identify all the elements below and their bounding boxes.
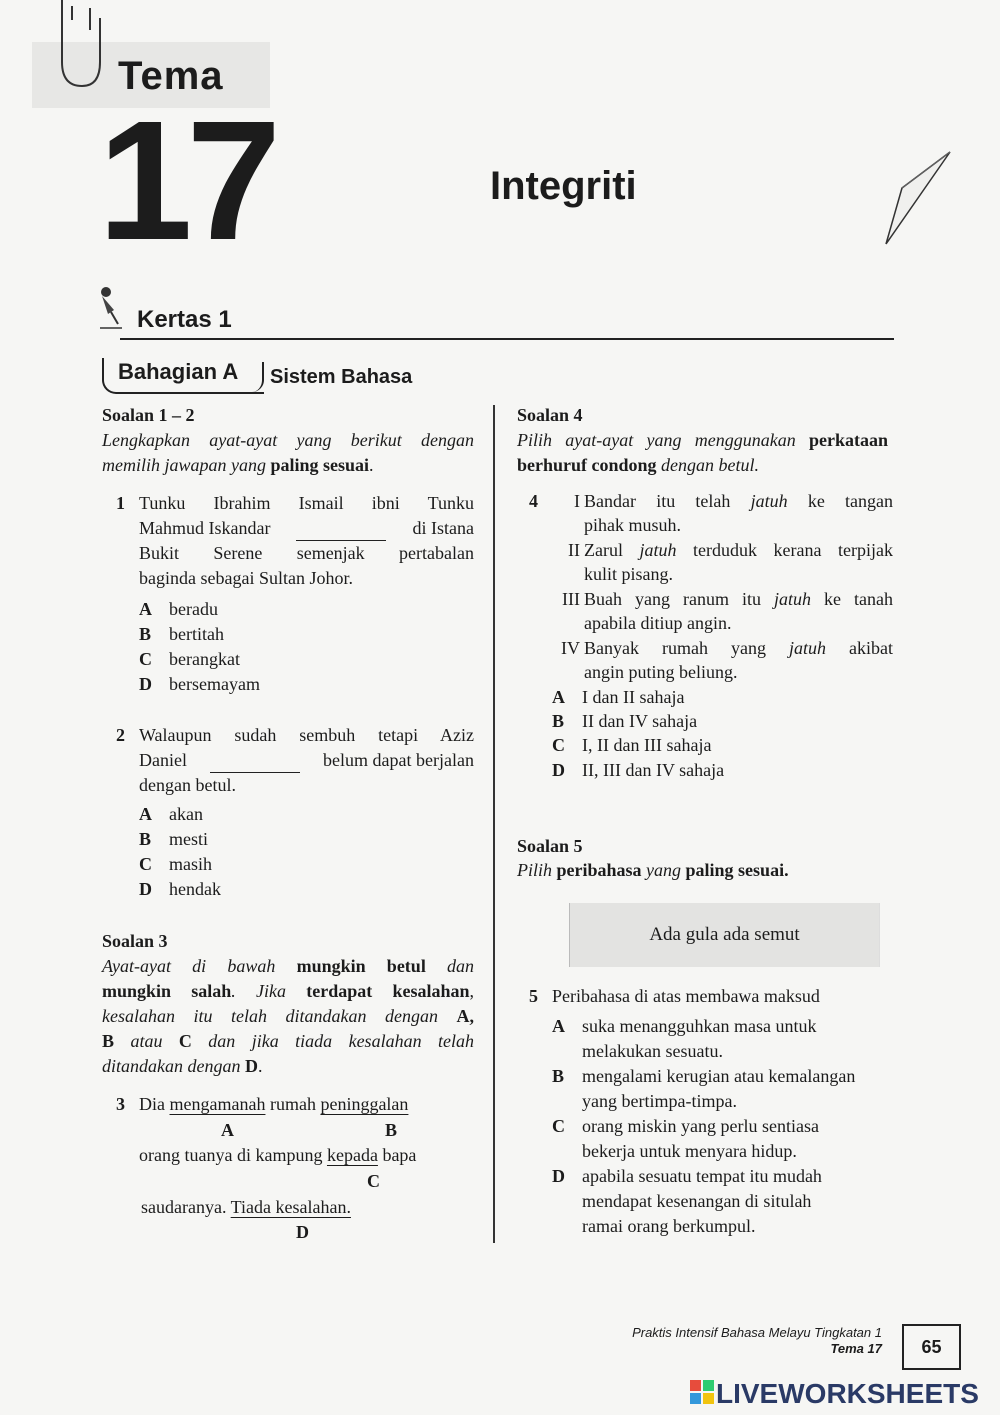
underlined-B[interactable]: peninggalan xyxy=(320,1094,409,1114)
soalan-3-heading: Soalan 3 xyxy=(102,931,168,951)
liveworksheets-watermark[interactable]: LIVEWORKSHEETS xyxy=(716,1378,979,1409)
option-1c[interactable]: C berangkat xyxy=(139,649,240,669)
question-2-number: 2 xyxy=(116,725,125,745)
option-5a[interactable]: A suka menangguhkan masa untuk melakukan sesuatu. xyxy=(552,1016,817,1061)
page-number: 65 xyxy=(902,1324,961,1370)
statement-II-roman: II xyxy=(568,540,580,560)
option-2c[interactable]: C masih xyxy=(139,854,212,874)
option-4b[interactable]: B II dan IV sahaja xyxy=(552,711,698,731)
question-2-line3: dengan betul. xyxy=(139,775,236,795)
marker-A: A xyxy=(221,1120,234,1140)
soalan-3-instruction-line3: kesalahan itu telah ditandakan dengan A, xyxy=(102,1006,474,1026)
option-5c[interactable]: C orang miskin yang perlu sentiasa bekerja untuk menyara hidup. xyxy=(552,1116,819,1161)
statement-III-line2: apabila ditiup angin. xyxy=(584,613,732,633)
soalan-1-2-instruction-line1: Lengkapkan ayat-ayat yang berikut dengan xyxy=(102,430,474,450)
liveworksheets-logo-icon xyxy=(690,1380,714,1406)
statement-II-line1: Zarul jatuh terduduk kerana terpijak xyxy=(584,540,893,560)
marker-C: C xyxy=(367,1171,380,1191)
option-2d[interactable]: D hendak xyxy=(139,879,221,899)
soalan-3-instruction-line2: mungkin salah. Jika terdapat kesalahan, xyxy=(102,981,474,1001)
underlined-A[interactable]: mengamanah xyxy=(169,1094,266,1114)
marker-D: D xyxy=(296,1222,309,1242)
tema-label: Tema xyxy=(118,54,224,98)
question-1-line2: Mahmud Iskandar di Istana xyxy=(139,516,474,541)
peribahasa-box xyxy=(569,903,880,967)
question-5-number: 5 xyxy=(529,986,538,1006)
soalan-1-2-instruction-line2: memilih jawapan yang paling sesuai. xyxy=(102,455,374,475)
answer-blank-2[interactable] xyxy=(210,748,300,773)
option-2b[interactable]: B mesti xyxy=(139,829,208,849)
statement-I-line1: Bandar itu telah jatuh ke tangan xyxy=(584,491,893,511)
bahagian-label: Bahagian A xyxy=(118,359,239,384)
soalan-3-instruction-line4: B atau C dan jika tiada kesalahan telah xyxy=(102,1031,474,1051)
answer-blank-1[interactable] xyxy=(296,516,386,541)
option-5d[interactable]: D apabila sesuatu tempat itu mudah mendapat kesenangan di situlah ramai orang berkumpul. xyxy=(552,1166,822,1236)
column-divider xyxy=(493,405,495,1243)
tema-number: 17 xyxy=(98,86,276,276)
option-1b[interactable]: B bertitah xyxy=(139,624,224,644)
footer-tema: Tema 17 xyxy=(830,1341,882,1356)
kertas-rule xyxy=(120,338,894,340)
soalan-3-instruction-line1: Ayat-ayat di bawah mungkin betul dan xyxy=(102,956,475,976)
soalan-1-2-heading: Soalan 1 – 2 xyxy=(102,405,195,425)
soalan-5-instruction: Pilih peribahasa yang paling sesuai. xyxy=(517,860,789,880)
marker-B: B xyxy=(385,1120,398,1140)
question-3-line1: Dia mengamanah rumah peninggalan xyxy=(139,1094,409,1114)
option-4d[interactable]: D II, III dan IV sahaja xyxy=(552,760,725,780)
underlined-D[interactable]: Tiada kesalahan. xyxy=(230,1197,351,1217)
page-curl-icon xyxy=(880,148,955,248)
question-3-number: 3 xyxy=(116,1094,125,1114)
kertas-heading: Kertas 1 xyxy=(137,306,232,333)
soalan-4-instruction-line2: berhuruf condong dengan betul. xyxy=(517,455,760,475)
soalan-4-instruction-line1: Pilih ayat-ayat yang menggunakan perkataan xyxy=(517,430,888,450)
question-2-line1: Walaupun sudah sembuh tetapi Aziz xyxy=(139,725,474,745)
question-3-line2: orang tuanya di kampung kepada bapa xyxy=(139,1145,417,1165)
statement-IV-line2: angin puting beliung. xyxy=(584,662,738,682)
page-title: Integriti xyxy=(490,164,637,208)
footer-book-title: Praktis Intensif Bahasa Melayu Tingkatan 1 xyxy=(632,1325,882,1340)
question-1-line3: Bukit Serene semenjak pertabalan xyxy=(139,543,474,563)
question-5-stem: Peribahasa di atas membawa maksud xyxy=(552,986,820,1006)
statement-I-roman: I xyxy=(574,491,580,511)
section-title: Sistem Bahasa xyxy=(270,366,413,388)
soalan-5-heading: Soalan 5 xyxy=(517,836,583,856)
question-2-line2: Daniel belum dapat berjalan xyxy=(139,748,474,773)
option-4c[interactable]: C I, II dan III sahaja xyxy=(552,735,712,755)
underlined-C[interactable]: kepada xyxy=(326,1145,378,1165)
question-3-line3: saudaranya. Tiada kesalahan. xyxy=(141,1197,351,1217)
option-2a[interactable]: A akan xyxy=(139,804,203,824)
statement-IV-roman: IV xyxy=(561,638,580,658)
option-4a[interactable]: A I dan II sahaja xyxy=(552,687,685,707)
pushpin-icon xyxy=(96,284,126,334)
question-4-number: 4 xyxy=(529,491,538,511)
question-1-number: 1 xyxy=(116,493,125,513)
statement-II-line2: kulit pisang. xyxy=(584,564,673,584)
statement-I-line2: pihak musuh. xyxy=(584,515,681,535)
paperclip-icon xyxy=(48,0,108,95)
option-1a[interactable]: A beradu xyxy=(139,599,218,619)
soalan-4-heading: Soalan 4 xyxy=(517,405,583,425)
option-5b[interactable]: B mengalami kerugian atau kemalangan yang bertimpa-timpa. xyxy=(552,1066,856,1111)
statement-III-line1: Buah yang ranum itu jatuh ke tanah xyxy=(584,589,893,609)
footer-book-info xyxy=(632,1325,882,1357)
peribahasa-text: Ada gula ada semut xyxy=(649,924,800,945)
statement-IV-line1: Banyak rumah yang jatuh akibat xyxy=(584,638,893,658)
statement-III-roman: III xyxy=(562,589,580,609)
question-1-line1: Tunku Ibrahim Ismail ibni Tunku xyxy=(139,493,474,513)
question-1-line4: baginda sebagai Sultan Johor. xyxy=(139,568,353,588)
option-1d[interactable]: D bersemayam xyxy=(139,674,260,694)
soalan-3-instruction-line5: ditandakan dengan D. xyxy=(102,1056,263,1076)
